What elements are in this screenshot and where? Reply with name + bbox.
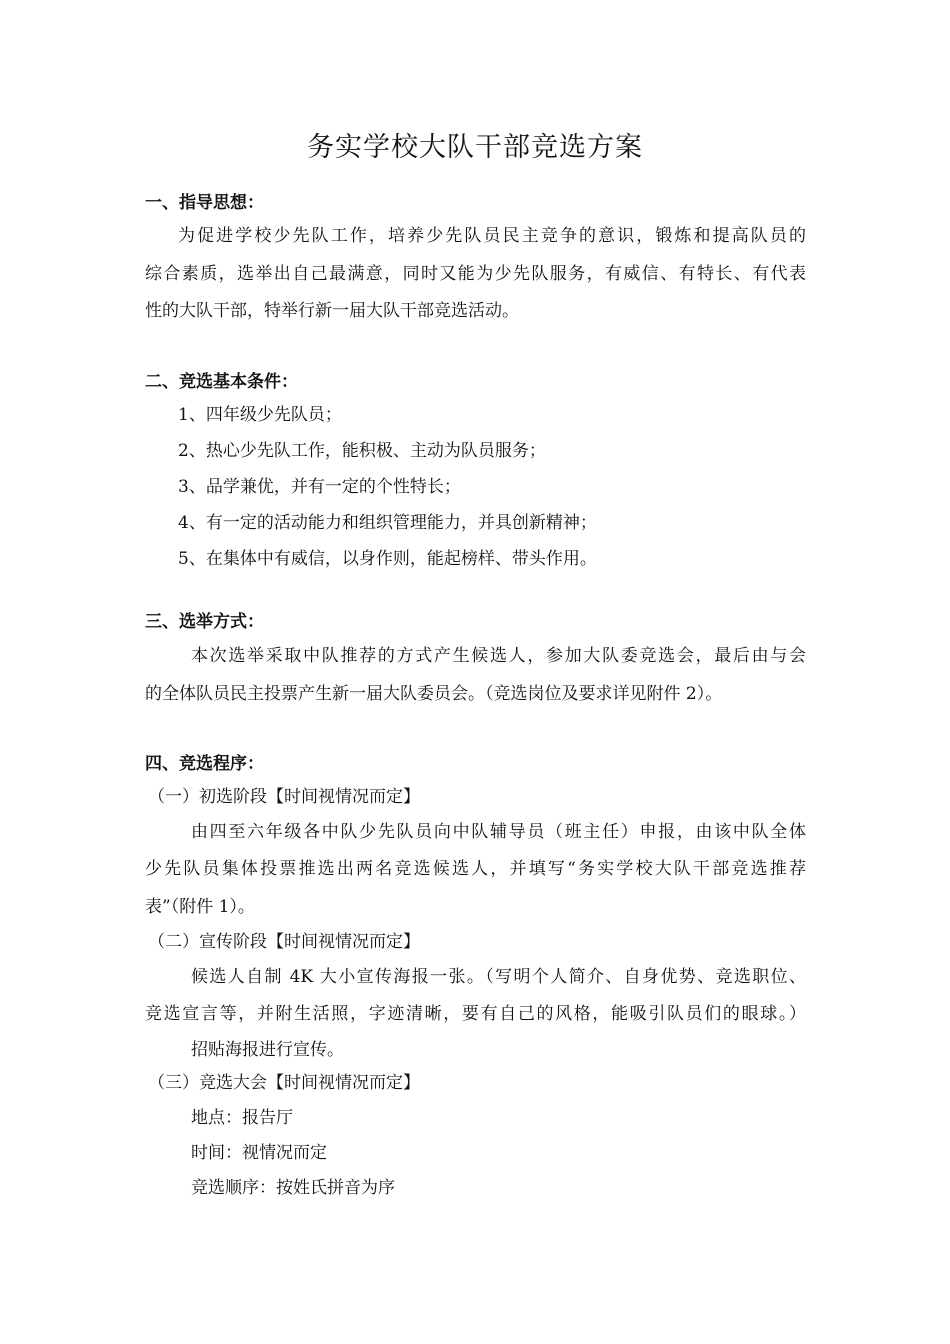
stage-title-publicity: （二）宣传阶段【时间视情况而定】: [148, 932, 420, 952]
document-title: 务实学校大队干部竞选方案: [307, 132, 643, 163]
section-heading-election-method: 三、选举方式：: [145, 612, 264, 632]
stage-title-preliminary: （一）初选阶段【时间视情况而定】: [148, 787, 420, 807]
paragraph-line: 候选人自制 4K 大小宣传海报一张。（写明个人简介、自身优势、竞选职位、: [191, 967, 806, 987]
paragraph-line: 少先队员集体投票推选出两名竞选候选人，并填写“务实学校大队干部竞选推荐: [145, 859, 806, 879]
list-item: 5、在集体中有威信，以身作则，能起榜样、带头作用。: [178, 549, 597, 569]
list-item: 1、四年级少先队员；: [178, 405, 342, 425]
section-heading-conditions: 二、竞选基本条件：: [145, 372, 298, 392]
list-item: 4、有一定的活动能力和组织管理能力，并具创新精神；: [178, 513, 597, 533]
paragraph-line: 表”（附件 1）。: [145, 897, 255, 917]
paragraph-line: 招贴海报进行宣传。: [191, 1040, 344, 1060]
meeting-location: 地点：报告厅: [191, 1108, 293, 1128]
paragraph-line: 由四至六年级各中队少先队员向中队辅导员（班主任）申报，由该中队全体: [191, 822, 806, 842]
paragraph-line: 综合素质，选举出自己最满意，同时又能为少先队服务，有威信、有特长、有代表: [145, 264, 806, 284]
stage-title-election-meeting: （三）竞选大会【时间视情况而定】: [148, 1073, 420, 1093]
list-item: 2、热心少先队工作，能积极、主动为队员服务；: [178, 441, 546, 461]
section-heading-guiding-thought: 一、指导思想：: [145, 193, 264, 213]
paragraph-line: 竞选宣言等，并附生活照，字迹清晰，要有自己的风格，能吸引队员们的眼球。）: [145, 1004, 806, 1024]
section-heading-procedure: 四、竞选程序：: [145, 754, 264, 774]
paragraph-line: 的全体队员民主投票产生新一届大队委员会。（竞选岗位及要求详见附件 2）。: [145, 684, 723, 704]
paragraph-line: 本次选举采取中队推荐的方式产生候选人，参加大队委竞选会，最后由与会: [191, 646, 806, 666]
list-item: 3、品学兼优，并有一定的个性特长；: [178, 477, 461, 497]
election-order: 竞选顺序：按姓氏拼音为序: [191, 1178, 395, 1198]
paragraph-line: 性的大队干部，特举行新一届大队干部竞选活动。: [145, 301, 519, 321]
paragraph-line: 为促进学校少先队工作，培养少先队员民主竞争的意识，锻炼和提高队员的: [178, 226, 806, 246]
meeting-time: 时间：视情况而定: [191, 1143, 327, 1163]
